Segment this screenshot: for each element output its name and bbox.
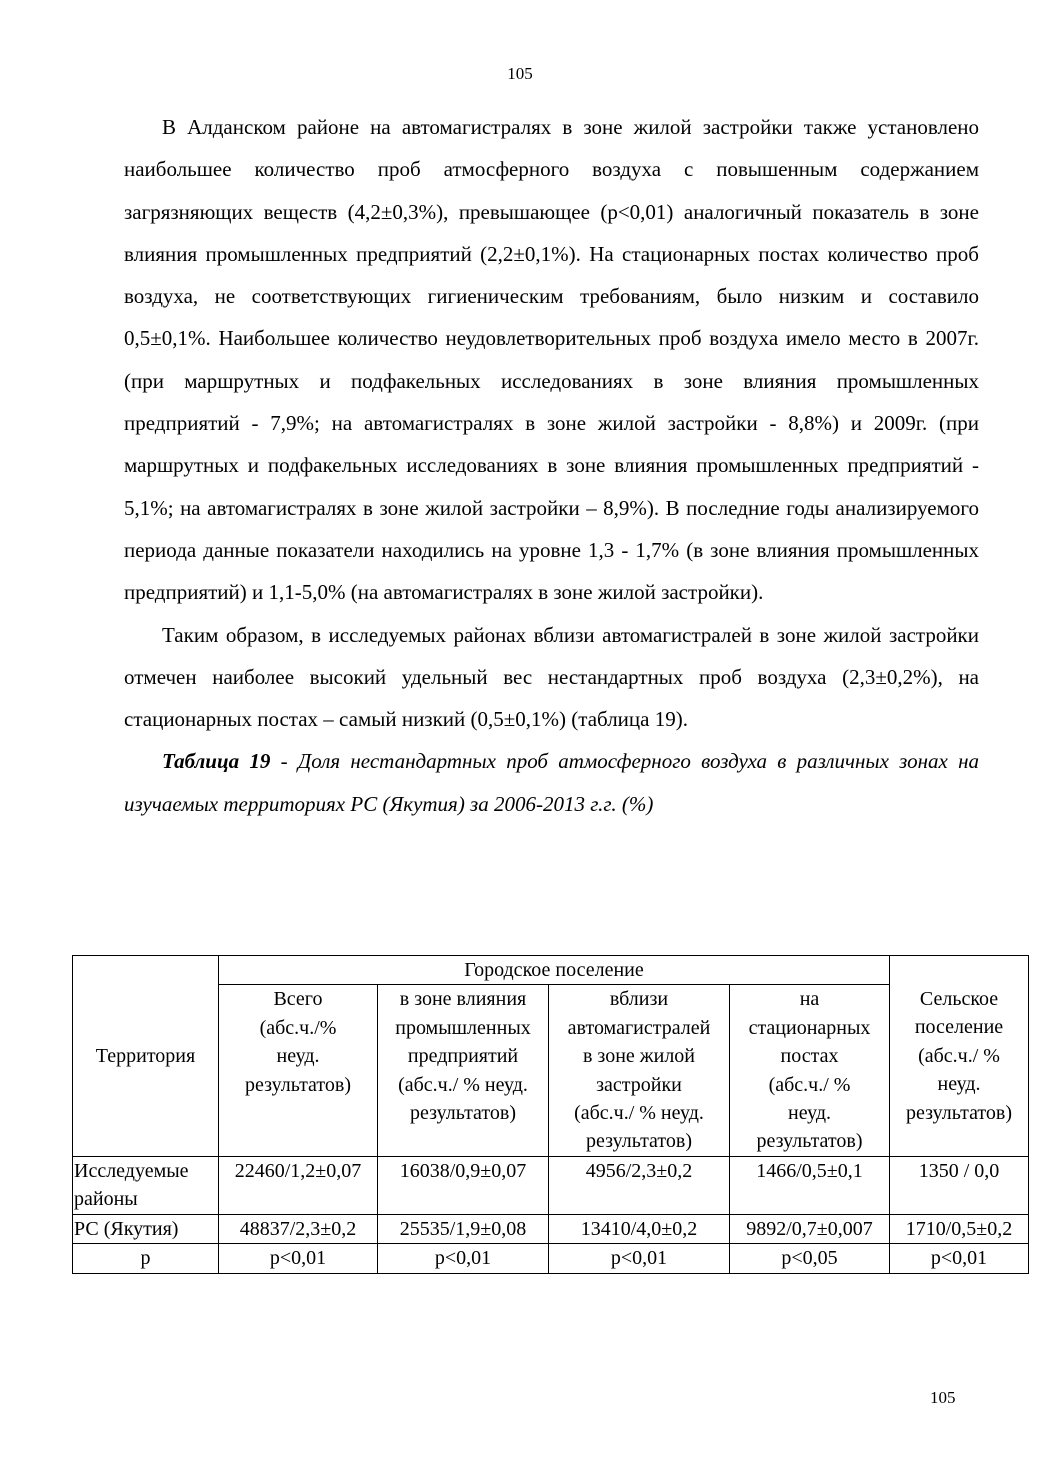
table-cell: 1466/0,5±0,1 bbox=[730, 1156, 890, 1214]
subheader-highways bbox=[549, 985, 730, 1156]
header-line: вблизи bbox=[609, 988, 669, 1011]
header-line: промышленных bbox=[395, 1016, 531, 1039]
table-caption bbox=[124, 740, 979, 825]
header-line: неуд. bbox=[937, 1073, 981, 1096]
header-line: постах bbox=[780, 1045, 839, 1068]
table-header-row-1 bbox=[73, 956, 1029, 985]
page-number-bottom: 105 bbox=[930, 1388, 956, 1407]
header-line: автомагистралей bbox=[567, 1016, 711, 1039]
header-line: (абс.ч./ % неуд. bbox=[398, 1073, 528, 1096]
header-line: стационарных bbox=[748, 1016, 871, 1039]
subheader-total bbox=[219, 985, 378, 1156]
table-row bbox=[73, 1244, 1029, 1273]
header-line: Всего bbox=[273, 988, 323, 1011]
table-cell: р<0,05 bbox=[730, 1244, 890, 1273]
header-line: застройки bbox=[596, 1073, 682, 1096]
data-table bbox=[72, 955, 1029, 1274]
header-line: поселение bbox=[914, 1016, 1004, 1039]
header-rural bbox=[890, 956, 1029, 1157]
table-cell: 4956/2,3±0,2 bbox=[549, 1156, 730, 1214]
header-line: на bbox=[799, 988, 820, 1011]
header-line: результатов) bbox=[906, 1101, 1013, 1124]
table-caption-label: Таблица 19 bbox=[162, 749, 271, 774]
table-cell: р<0,01 bbox=[549, 1244, 730, 1273]
row-label: РС (Якутия) bbox=[73, 1214, 219, 1243]
table-cell: 16038/0,9±0,07 bbox=[378, 1156, 549, 1214]
subheader-stationary-posts bbox=[730, 985, 890, 1156]
header-line: результатов) bbox=[586, 1130, 692, 1153]
table-cell: 1350 / 0,0 bbox=[890, 1156, 1029, 1214]
paragraph-2: Таким образом, в исследуемых районах вблизи автомагистралей в зоне жилой застройки отмечен наиболее высокий удельный вес нестандартных проб воздуха (2,3±0,2%), на стационарных постах – самый низкий (0,5±0,1%) (таблица 19). bbox=[124, 622, 979, 732]
header-urban: Городское поселение bbox=[219, 956, 890, 985]
header-line: (абс.ч./ % bbox=[768, 1073, 851, 1096]
header-line: в зоне жилой bbox=[582, 1045, 695, 1068]
subheader-industrial-zone bbox=[378, 985, 549, 1156]
table-cell: р<0,01 bbox=[219, 1244, 378, 1273]
header-line: в зоне влияния bbox=[399, 988, 527, 1011]
header-line: (абс.ч./% bbox=[259, 1016, 337, 1039]
header-line: (абс.ч./ % неуд. bbox=[574, 1102, 704, 1125]
paragraph-1: В Алданском районе на автомагистралях в зоне жилой застройки также установлено наибольшее количество проб атмосферного воздуха с повышенным содержанием загрязняющих веществ (4,2±0,3%), превышающее (р<0,01) аналогичный показатель в зоне влияния промышленных предприятий (2,2±0,1%). На стационарных постах количество проб воздуха, не соответствующих гигиеническим требованиям, было низким и составило 0,5±0,1%. Наибольшее количество неудовлетворительных проб воздуха имело место в 2007г. (при маршрутных и подфакельных исследованиях в зоне влияния промышленных предприятий - 7,9%; на автомагистралях в зоне жилой застройки - 8,8%) и 2009г. (при маршрутных и подфакельных исследованиях в зоне влияния промышленных предприятий - 5,1%; на автомагистралях в зоне жилой застройки – 8,9%). В последние годы анализируемого периода данные показатели находились на уровне 1,3 - 1,7% (в зоне влияния промышленных предприятий) и 1,1-5,0% (на автомагистралях в зоне жилой застройки). bbox=[124, 115, 979, 605]
header-territory: Территория bbox=[73, 956, 219, 1157]
header-line: (абс.ч./ % bbox=[918, 1044, 1000, 1067]
page-number-top: 105 bbox=[507, 64, 533, 83]
table-row bbox=[73, 1214, 1029, 1243]
body-text bbox=[124, 106, 979, 825]
header-line: результатов) bbox=[245, 1073, 351, 1096]
table-cell: р<0,01 bbox=[378, 1244, 549, 1273]
table-cell: 48837/2,3±0,2 bbox=[219, 1214, 378, 1243]
table-cell: 22460/1,2±0,07 bbox=[219, 1156, 378, 1214]
table-caption-text: - Доля нестандартных проб атмосферного воздуха в различных зонах на изучаемых территориях РС (Якутия) за 2006-2013 г.г. (%) bbox=[124, 749, 979, 816]
table-cell: 13410/4,0±0,2 bbox=[549, 1214, 730, 1243]
header-line: результатов) bbox=[756, 1130, 863, 1153]
table-cell: 25535/1,9±0,08 bbox=[378, 1214, 549, 1243]
header-line: предприятий bbox=[407, 1045, 519, 1068]
table-cell: р<0,01 bbox=[890, 1244, 1029, 1273]
table-cell: 9892/0,7±0,007 bbox=[730, 1214, 890, 1243]
table-row bbox=[73, 1156, 1029, 1214]
row-label: р bbox=[73, 1244, 219, 1273]
header-line: неуд. bbox=[276, 1045, 320, 1068]
header-line: неуд. bbox=[788, 1102, 831, 1125]
header-line: результатов) bbox=[410, 1102, 516, 1125]
table-cell: 1710/0,5±0,2 bbox=[890, 1214, 1029, 1243]
row-label: Исследуемые районы bbox=[73, 1156, 219, 1214]
header-line: Сельское bbox=[919, 987, 999, 1010]
